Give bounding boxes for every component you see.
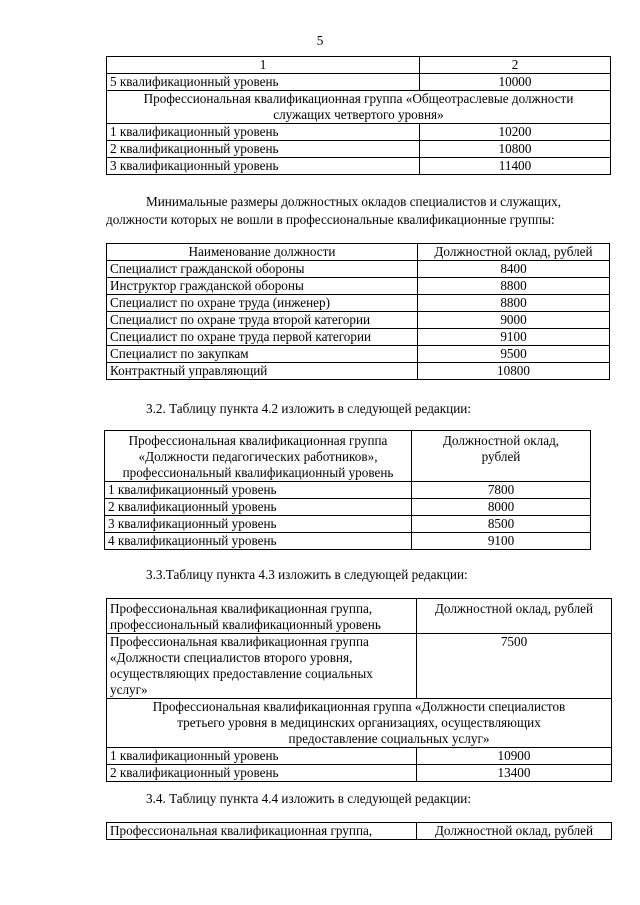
salary-value: 7800 <box>412 482 591 499</box>
group-title-line: Профессиональная квалификационная группа «Общеотраслевые должности <box>143 91 574 106</box>
header-line: «Должности педагогических работников», <box>138 449 378 464</box>
salary-value: 10800 <box>418 363 610 380</box>
position-label: Специалист по охране труда (инженер) <box>107 295 418 312</box>
level-label: 2 квалификационный уровень <box>107 141 420 158</box>
header-line: Профессиональная квалификационная группа <box>128 433 388 448</box>
header-cell: Должностной оклад, рублей <box>418 244 610 261</box>
group-title-line: Профессиональная квалификационная группа «Должности специалистов <box>152 699 566 714</box>
table-row <box>107 261 610 278</box>
table-row <box>107 363 610 380</box>
header-cell: Профессиональная квалификационная группа, <box>107 823 417 840</box>
table-row <box>105 533 591 550</box>
salary-value: 13400 <box>417 765 612 782</box>
level-label: 5 квалификационный уровень <box>107 74 420 91</box>
group-title <box>107 699 612 748</box>
level-label: 3 квалификационный уровень <box>105 516 412 533</box>
page-number: 5 <box>316 33 324 48</box>
paragraph-intro <box>106 193 611 229</box>
level-label: 1 квалификационный уровень <box>107 124 420 141</box>
table-row <box>107 158 611 175</box>
description-line: Профессиональная квалификационная группа <box>110 634 369 649</box>
table-row <box>107 124 611 141</box>
group-title-line: предоставление социальных услуг» <box>288 731 490 746</box>
table-continued <box>106 56 611 175</box>
table-row <box>107 312 610 329</box>
salary-value: 8000 <box>412 499 591 516</box>
group-row <box>107 91 611 124</box>
salary-value: 10900 <box>417 748 612 765</box>
paragraph-3-2: 3.2. Таблицу пункта 4.2 изложить в следующей редакции: <box>146 401 472 416</box>
table-row <box>105 516 591 533</box>
header-cell: Должностной оклад, рублей <box>417 823 612 840</box>
table-row <box>105 499 591 516</box>
level-label: 3 квалификационный уровень <box>107 158 420 175</box>
header-cell <box>105 431 412 482</box>
table-row <box>105 482 591 499</box>
table-header-row <box>107 57 611 74</box>
paragraph-3-3: 3.3.Таблицу пункта 4.3 изложить в следующей редакции: <box>146 567 468 582</box>
salary-value: 8500 <box>412 516 591 533</box>
table-header-row <box>107 244 610 261</box>
salary-value: 10000 <box>420 74 611 91</box>
table-header-row <box>105 431 591 482</box>
salary-value: 9100 <box>412 533 591 550</box>
table-row <box>107 141 611 158</box>
table-header-row <box>107 599 612 634</box>
position-label: Специалист по охране труда второй категории <box>107 312 418 329</box>
description-line: «Должности специалистов второго уровня, <box>110 650 353 665</box>
group-title <box>107 91 611 124</box>
table-header-row <box>107 823 612 840</box>
level-label: 1 квалификационный уровень <box>105 482 412 499</box>
salary-value: 11400 <box>420 158 611 175</box>
header-line: профессиональный квалификационный уровень <box>122 465 394 480</box>
salary-value: 8800 <box>418 295 610 312</box>
level-label: 4 квалификационный уровень <box>105 533 412 550</box>
salary-value: 7500 <box>417 634 612 699</box>
table-row <box>107 765 612 782</box>
paragraph-line: Минимальные размеры должностных окладов специалистов и служащих, <box>146 194 562 209</box>
header-line: Должностной оклад, <box>442 433 560 448</box>
header-cell <box>412 431 591 482</box>
header-cell: Должностной оклад, рублей <box>417 599 612 634</box>
level-label: 1 квалификационный уровень <box>107 748 417 765</box>
table-row <box>107 295 610 312</box>
header-cell: 1 <box>107 57 420 74</box>
paragraph-line: должности которых не вошли в профессиональные квалификационные группы: <box>106 212 555 227</box>
salary-value: 10200 <box>420 124 611 141</box>
group-title-line: служащих четвертого уровня» <box>273 107 444 122</box>
salary-value: 8800 <box>418 278 610 295</box>
salary-value: 8400 <box>418 261 610 278</box>
position-label: Специалист гражданской обороны <box>107 261 418 278</box>
table-row <box>107 74 611 91</box>
description-line: услуг» <box>110 682 148 697</box>
header-cell <box>107 599 417 634</box>
salary-value: 10800 <box>420 141 611 158</box>
group-row <box>107 699 612 748</box>
salary-value: 9000 <box>418 312 610 329</box>
salary-value: 9100 <box>418 329 610 346</box>
position-label: Контрактный управляющий <box>107 363 418 380</box>
table-row <box>107 329 610 346</box>
position-label: Специалист по закупкам <box>107 346 418 363</box>
level-label: 2 квалификационный уровень <box>107 765 417 782</box>
level-label: 2 квалификационный уровень <box>105 499 412 516</box>
table-row <box>107 278 610 295</box>
paragraph-3-4: 3.4. Таблицу пункта 4.4 изложить в следующей редакции: <box>146 791 472 806</box>
header-line: профессиональный квалификационный уровень <box>110 617 381 632</box>
position-label: Инструктор гражданской обороны <box>107 278 418 295</box>
position-label: Специалист по охране труда первой категории <box>107 329 418 346</box>
pedagogical-table <box>104 430 591 550</box>
header-cell: Наименование должности <box>107 244 418 261</box>
group-title-line: третьего уровня в медицинских организациях, осуществляющих <box>177 715 541 730</box>
specialists-table <box>106 243 610 380</box>
header-line: Профессиональная квалификационная группа, <box>110 601 373 616</box>
header-line: рублей <box>481 449 521 464</box>
table-4-4-header <box>106 822 612 840</box>
table-row <box>107 748 612 765</box>
social-services-table <box>106 598 612 782</box>
header-cell: 2 <box>420 57 611 74</box>
salary-value: 9500 <box>418 346 610 363</box>
group-description <box>107 634 417 699</box>
table-row <box>107 346 610 363</box>
description-line: осуществляющих предоставление социальных <box>110 666 373 681</box>
table-row <box>107 634 612 699</box>
